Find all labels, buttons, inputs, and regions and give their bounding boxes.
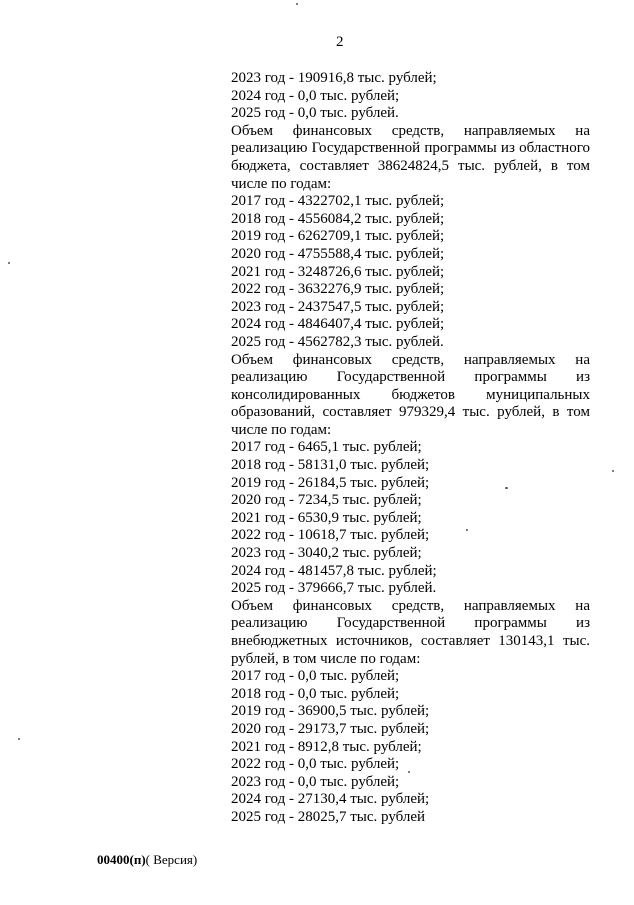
scan-speck [612, 470, 614, 472]
scan-speck [296, 3, 298, 5]
paragraph-line: бюджета, составляет 38624824,5 тыс. рублей, в том [231, 157, 590, 174]
scan-speck [8, 262, 10, 264]
list-item: 2019 год - 36900,5 тыс. рублей; [231, 703, 430, 720]
list-item: 2024 год - 27130,4 тыс. рублей; [231, 791, 430, 808]
list-item: 2023 год - 3040,2 тыс. рублей; [231, 545, 422, 562]
paragraph-line: рублей, в том числе по годам: [231, 650, 421, 667]
paragraph-line: Объем финансовых средств, направляемых на [231, 351, 590, 368]
list-item: 2020 год - 29173,7 тыс. рублей; [231, 720, 430, 737]
list-item: 2023 год - 190916,8 тыс. рублей; [231, 70, 437, 86]
list-item: 2025 год - 0,0 тыс. рублей. [231, 105, 399, 122]
list-item: 2025 год - 379666,7 тыс. рублей. [231, 580, 437, 597]
scan-speck [18, 738, 20, 740]
paragraph-regional-budget [231, 123, 590, 193]
paragraph-line: числе по годам: [231, 421, 332, 438]
list-item: 2021 год - 6530,9 тыс. рублей; [231, 509, 422, 526]
list-item: 2020 год - 4755588,4 тыс. рублей; [231, 245, 445, 262]
list-item: 2017 год - 0,0 тыс. рублей; [231, 668, 400, 685]
footer-code: 00400(п) [97, 852, 146, 867]
list-item: 2024 год - 0,0 тыс. рублей; [231, 87, 400, 104]
scan-speck [466, 529, 468, 531]
paragraph-line: Объем финансовых средств, направляемых на [231, 122, 590, 139]
paragraph-line: реализацию Государственной программы из [231, 369, 590, 386]
paragraph-line: консолидированных бюджетов муниципальных [231, 386, 590, 403]
footer-document-code [97, 852, 197, 867]
year-list-extrabudgetary [231, 668, 590, 826]
list-item: 2022 год - 3632276,9 тыс. рублей; [231, 281, 445, 298]
paragraph-extrabudgetary [231, 598, 590, 668]
paragraph-line: Объем финансовых средств, направляемых на [231, 597, 590, 614]
list-item: 2018 год - 0,0 тыс. рублей; [231, 685, 400, 702]
paragraph-municipal-budgets [231, 352, 590, 440]
year-list-regional [231, 193, 590, 351]
list-item: 2024 год - 4846407,4 тыс. рублей; [231, 316, 445, 333]
paragraph-line: образований, составляет 979329,4 тыс. рублей, в том [231, 404, 590, 421]
list-item: 2025 год - 4562782,3 тыс. рублей. [231, 333, 444, 350]
list-item: 2022 год - 10618,7 тыс. рублей; [231, 527, 430, 544]
scan-speck [505, 487, 508, 489]
footer-version: ( Версия) [145, 852, 198, 867]
list-item: 2018 год - 4556084,2 тыс. рублей; [231, 210, 445, 227]
year-list-municipal [231, 439, 590, 597]
paragraph-line: реализацию Государственной программы из [231, 615, 590, 632]
page-number: 2 [336, 34, 344, 50]
scan-speck [408, 771, 410, 773]
document-body [231, 70, 590, 827]
list-item: 2019 год - 26184,5 тыс. рублей; [231, 474, 430, 491]
paragraph-line: числе по годам: [231, 175, 332, 192]
list-item: 2017 год - 6465,1 тыс. рублей; [231, 439, 422, 456]
list-item: 2017 год - 4322702,1 тыс. рублей; [231, 193, 445, 210]
list-item: 2023 год - 0,0 тыс. рублей; [231, 773, 400, 790]
list-item: 2024 год - 481457,8 тыс. рублей; [231, 562, 437, 579]
paragraph-line: реализацию Государственной программы из областного [231, 140, 590, 157]
list-item: 2023 год - 2437547,5 тыс. рублей; [231, 298, 445, 315]
paragraph-line: внебюджетных источников, составляет 130143,1 тыс. [231, 633, 590, 649]
list-item: 2018 год - 58131,0 тыс. рублей; [231, 457, 430, 474]
list-item: 2020 год - 7234,5 тыс. рублей; [231, 492, 422, 509]
year-list-federal [231, 70, 590, 123]
list-item: 2025 год - 28025,7 тыс. рублей [231, 808, 426, 825]
list-item: 2021 год - 8912,8 тыс. рублей; [231, 738, 422, 755]
list-item: 2022 год - 0,0 тыс. рублей; [231, 756, 400, 773]
list-item: 2019 год - 6262709,1 тыс. рублей; [231, 228, 445, 245]
list-item: 2021 год - 3248726,6 тыс. рублей; [231, 263, 445, 280]
